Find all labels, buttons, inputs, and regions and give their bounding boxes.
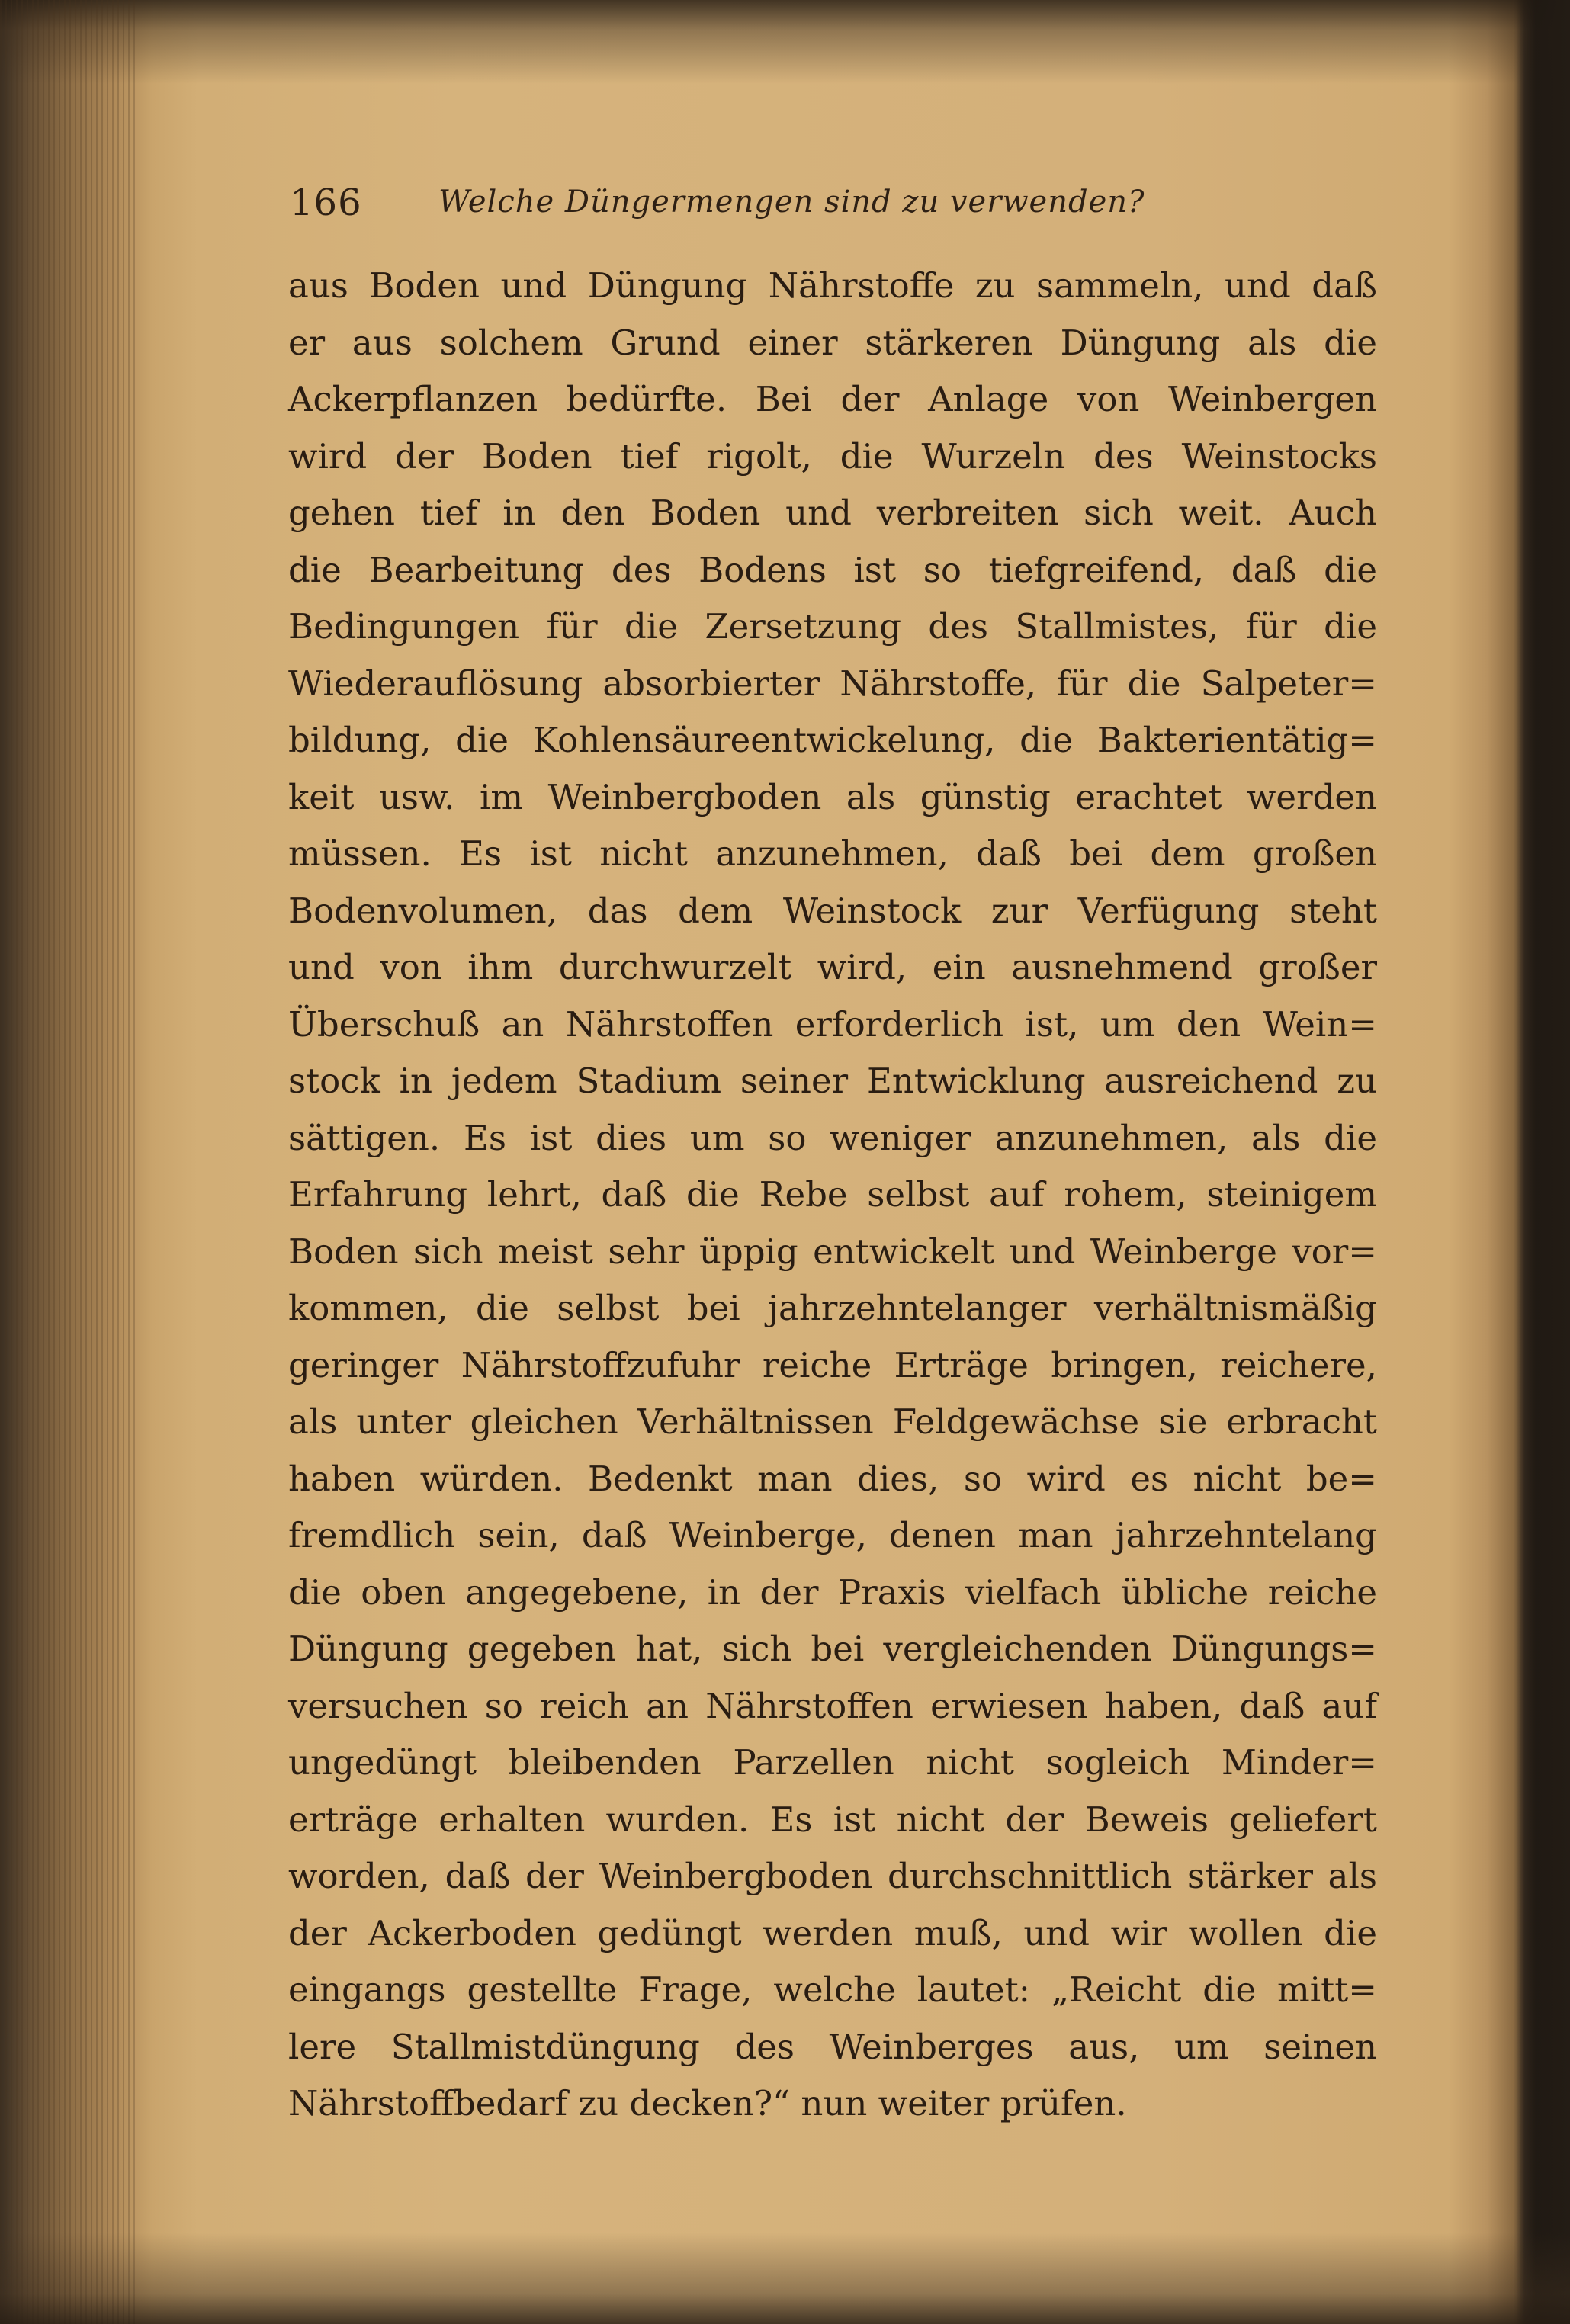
page-header [290, 181, 1373, 235]
text-line: wird der Boden tief rigolt, die Wurzeln des Weinstocks [288, 435, 1377, 477]
body-text [288, 258, 1377, 2133]
text-line: der Ackerboden gedüngt werden muß, und wir wollen die [288, 1912, 1377, 1953]
text-line-last: Nährstoffbedarf zu decken?“ nun weiter prüfen. [288, 2083, 1127, 2123]
text-line: Bedingungen für die Zersetzung des Stallmistes, für die [288, 606, 1377, 647]
text-line: Bodenvolumen, das dem Weinstock zur Verfügung steht [288, 890, 1377, 931]
text-line: müssen. Es ist nicht anzunehmen, daß bei dem großen [288, 833, 1377, 874]
text-line: lere Stallmistdüngung des Weinberges aus, um seinen [288, 2026, 1377, 2067]
text-line: stock in jedem Stadium seiner Entwicklung ausreichend zu [288, 1061, 1377, 1101]
page-stack-edge [0, 0, 137, 2324]
text-line: haben würden. Bedenkt man dies, so wird es nicht be= [288, 1458, 1377, 1499]
text-line: als unter gleichen Verhältnissen Feldgewächse sie erbracht [288, 1401, 1377, 1442]
text-line: die oben angegebene, in der Praxis vielfach übliche reiche [288, 1571, 1377, 1613]
text-line: erträge erhalten wurden. Es ist nicht der Beweis geliefert [288, 1799, 1377, 1840]
text-line: Ackerpflanzen bedürfte. Bei der Anlage von Weinbergen [288, 379, 1377, 419]
book-spine-edge [1517, 0, 1570, 2324]
text-line: Düngung gegeben hat, sich bei vergleichenden Düngungs= [288, 1629, 1377, 1669]
text-line: Boden sich meist sehr üppig entwickelt und Weinberge vor= [288, 1231, 1377, 1272]
text-line: Erfahrung lehrt, daß die Rebe selbst auf rohem, steinigem [288, 1174, 1377, 1215]
text-line: keit usw. im Weinbergboden als günstig erachtet werden [288, 776, 1377, 817]
text-line: versuchen so reich an Nährstoffen erwiesen haben, daß auf [288, 1685, 1377, 1726]
text-line: geringer Nährstoffzufuhr reiche Erträge bringen, reichere, [288, 1344, 1377, 1385]
running-head: Welche Düngermengen sind zu verwenden? [438, 185, 1145, 220]
text-line: Überschuß an Nährstoffen erforderlich ist, um den Wein= [288, 1003, 1377, 1045]
text-line: ungedüngt bleibenden Parzellen nicht sogleich Minder= [288, 1742, 1377, 1783]
text-line: aus Boden und Düngung Nährstoffe zu sammeln, und daß [288, 265, 1377, 306]
text-line: und von ihm durchwurzelt wird, ein ausnehmend großer [288, 947, 1377, 987]
text-line: die Bearbeitung des Bodens ist so tiefgreifend, daß die [288, 549, 1377, 590]
text-line: gehen tief in den Boden und verbreiten sich weit. Auch [288, 493, 1377, 533]
text-line: eingangs gestellte Frage, welche lautet: „Reicht die mitt= [288, 1969, 1377, 2010]
text-line: Wiederauflösung absorbierter Nährstoffe, für die Salpeter= [288, 663, 1377, 704]
text-line: fremdlich sein, daß Weinberge, denen man jahrzehntelang [288, 1515, 1377, 1555]
text-line: sättigen. Es ist dies um so weniger anzunehmen, als die [288, 1117, 1377, 1158]
text-line: kommen, die selbst bei jahrzehntelanger verhältnismäßig [288, 1288, 1377, 1328]
page-number: 166 [290, 181, 362, 224]
text-line: bildung, die Kohlensäureentwickelung, die Bakterientätig= [288, 720, 1377, 760]
text-line: er aus solchem Grund einer stärkeren Düngung als die [288, 322, 1377, 363]
text-line: worden, daß der Weinbergboden durchschnittlich stärker als [288, 1856, 1377, 1896]
